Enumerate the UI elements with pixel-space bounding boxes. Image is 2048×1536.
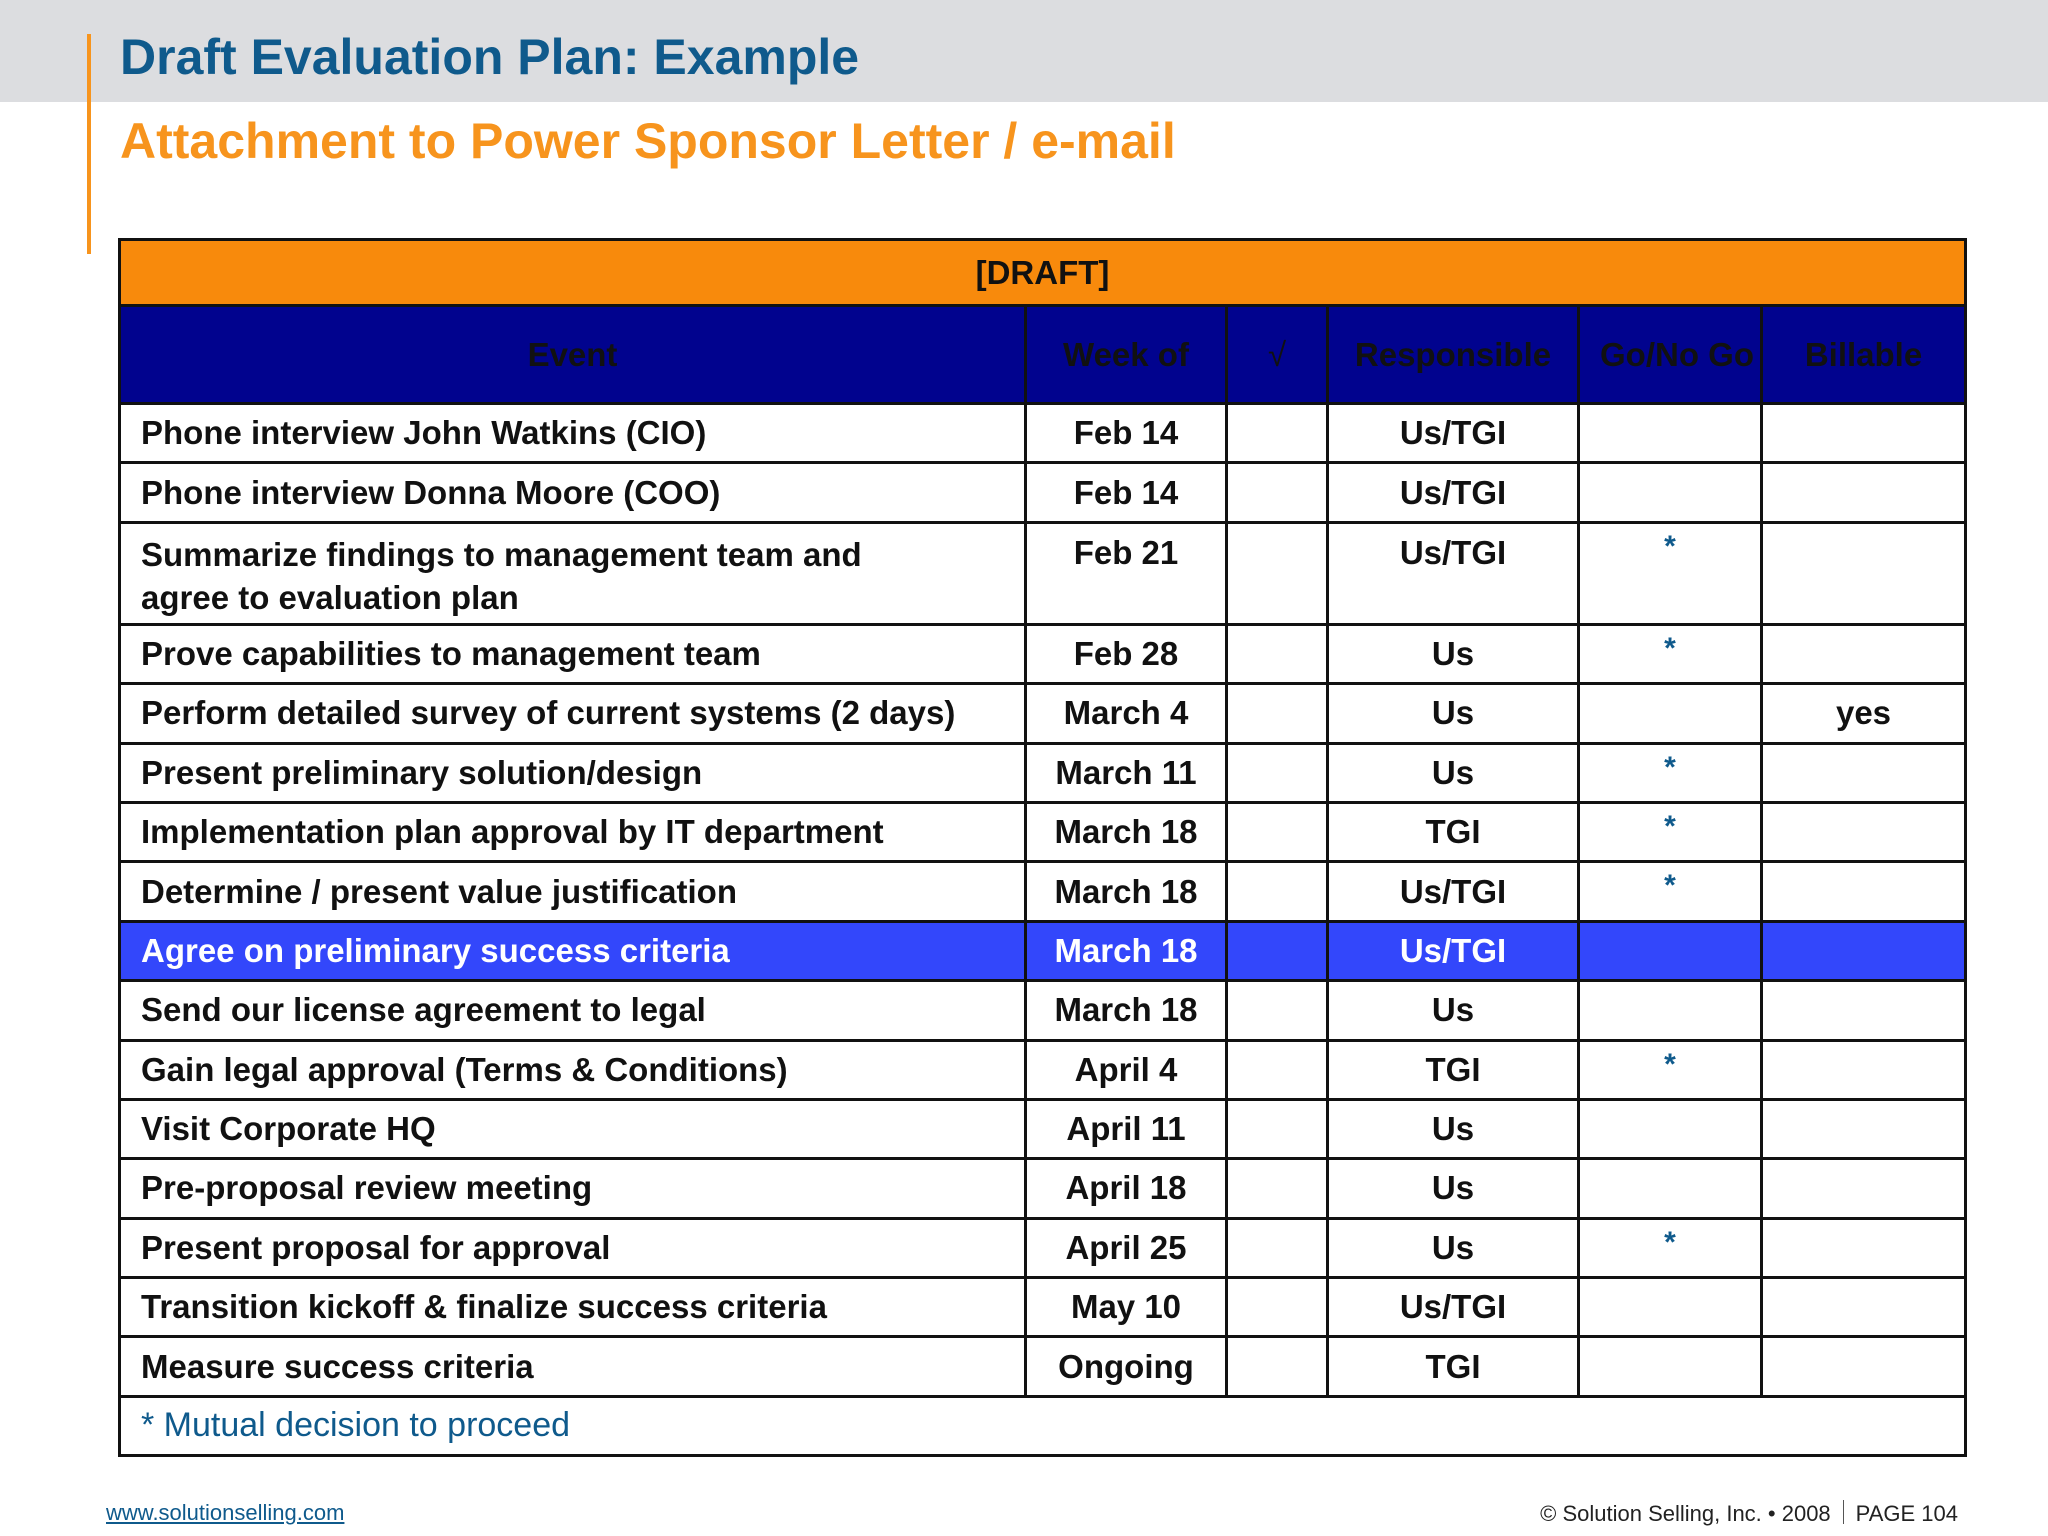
billable-cell: [1762, 921, 1966, 980]
week-cell: Ongoing: [1026, 1337, 1227, 1396]
check-cell: [1227, 1278, 1328, 1337]
event-cell: Perform detailed survey of current systems (2 days): [120, 684, 1026, 743]
billable-cell: [1762, 624, 1966, 683]
week-cell: Feb 28: [1026, 624, 1227, 683]
table-row: [120, 624, 1966, 683]
check-cell: [1227, 684, 1328, 743]
table-row: [120, 802, 1966, 861]
responsible-cell: Us: [1328, 981, 1579, 1040]
col-header-event: Event: [120, 306, 1026, 404]
table-row: [120, 1278, 1966, 1337]
col-header-responsible: Responsible: [1328, 306, 1579, 404]
event-cell: Phone interview John Watkins (CIO): [120, 404, 1026, 463]
responsible-cell: Us: [1328, 624, 1579, 683]
page-number: PAGE 104: [1855, 1501, 1958, 1526]
week-cell: Feb 21: [1026, 522, 1227, 624]
event-cell: Measure success criteria: [120, 1337, 1026, 1396]
table-row-highlighted: [120, 921, 1966, 980]
table-row: [120, 743, 1966, 802]
responsible-cell: TGI: [1328, 1337, 1579, 1396]
week-cell: May 10: [1026, 1278, 1227, 1337]
check-cell: [1227, 1218, 1328, 1277]
gonogo-cell: *: [1579, 1040, 1762, 1099]
event-cell: Pre-proposal review meeting: [120, 1159, 1026, 1218]
responsible-cell: Us/TGI: [1328, 1278, 1579, 1337]
table-row: [120, 1337, 1966, 1396]
week-cell: March 18: [1026, 921, 1227, 980]
table-row: [120, 522, 1966, 624]
billable-cell: [1762, 743, 1966, 802]
check-cell: [1227, 624, 1328, 683]
responsible-cell: Us: [1328, 1218, 1579, 1277]
event-cell: Agree on preliminary success criteria: [120, 921, 1026, 980]
column-header-row: [120, 306, 1966, 404]
footer-divider: [1843, 1500, 1844, 1524]
gonogo-cell: [1579, 684, 1762, 743]
check-cell: [1227, 743, 1328, 802]
check-cell: [1227, 1040, 1328, 1099]
week-cell: April 11: [1026, 1099, 1227, 1158]
billable-cell: [1762, 404, 1966, 463]
gonogo-cell: [1579, 1337, 1762, 1396]
event-cell: Summarize findings to management team and agree to evaluation plan: [120, 522, 1026, 624]
week-cell: April 18: [1026, 1159, 1227, 1218]
draft-banner-row: [120, 240, 1966, 306]
week-cell: March 18: [1026, 802, 1227, 861]
copyright-text: © Solution Selling, Inc. • 2008: [1540, 1501, 1831, 1526]
check-cell: [1227, 463, 1328, 522]
gonogo-cell: [1579, 463, 1762, 522]
check-cell: [1227, 1337, 1328, 1396]
table-row: [120, 862, 1966, 921]
responsible-cell: TGI: [1328, 1040, 1579, 1099]
event-cell: Phone interview Donna Moore (COO): [120, 463, 1026, 522]
gonogo-cell: *: [1579, 862, 1762, 921]
table-row: [120, 1218, 1966, 1277]
col-header-week: Week of: [1026, 306, 1227, 404]
billable-cell: [1762, 522, 1966, 624]
gonogo-cell: *: [1579, 743, 1762, 802]
table-row: [120, 1099, 1966, 1158]
gonogo-cell: *: [1579, 802, 1762, 861]
billable-cell: yes: [1762, 684, 1966, 743]
check-cell: [1227, 1099, 1328, 1158]
gonogo-cell: [1579, 981, 1762, 1040]
responsible-cell: Us: [1328, 743, 1579, 802]
col-header-billable: Billable: [1762, 306, 1966, 404]
gonogo-cell: *: [1579, 1218, 1762, 1277]
check-cell: [1227, 981, 1328, 1040]
event-cell: Present proposal for approval: [120, 1218, 1026, 1277]
draft-banner: [DRAFT]: [120, 240, 1966, 306]
check-cell: [1227, 802, 1328, 861]
event-cell: Send our license agreement to legal: [120, 981, 1026, 1040]
billable-cell: [1762, 1159, 1966, 1218]
week-cell: Feb 14: [1026, 463, 1227, 522]
billable-cell: [1762, 1099, 1966, 1158]
footer-copyright: [1540, 1500, 1958, 1527]
week-cell: March 18: [1026, 981, 1227, 1040]
footnote-row: [120, 1396, 1966, 1455]
billable-cell: [1762, 1278, 1966, 1337]
week-cell: March 18: [1026, 862, 1227, 921]
billable-cell: [1762, 463, 1966, 522]
billable-cell: [1762, 802, 1966, 861]
week-cell: March 11: [1026, 743, 1227, 802]
event-cell: Implementation plan approval by IT department: [120, 802, 1026, 861]
event-cell: Transition kickoff & finalize success criteria: [120, 1278, 1026, 1337]
event-cell: Gain legal approval (Terms & Conditions): [120, 1040, 1026, 1099]
week-cell: April 25: [1026, 1218, 1227, 1277]
responsible-cell: Us/TGI: [1328, 463, 1579, 522]
check-cell: [1227, 404, 1328, 463]
table-row: [120, 1159, 1966, 1218]
table-row: [120, 404, 1966, 463]
responsible-cell: Us: [1328, 1159, 1579, 1218]
billable-cell: [1762, 862, 1966, 921]
week-cell: Feb 14: [1026, 404, 1227, 463]
gonogo-cell: [1579, 1278, 1762, 1337]
billable-cell: [1762, 1337, 1966, 1396]
week-cell: March 4: [1026, 684, 1227, 743]
page-subtitle: Attachment to Power Sponsor Letter / e-mail: [120, 113, 1176, 169]
responsible-cell: Us/TGI: [1328, 404, 1579, 463]
gonogo-cell: [1579, 404, 1762, 463]
gonogo-cell: [1579, 921, 1762, 980]
event-cell: Present preliminary solution/design: [120, 743, 1026, 802]
responsible-cell: Us/TGI: [1328, 522, 1579, 624]
evaluation-plan-table: [118, 238, 1967, 1457]
gonogo-cell: [1579, 1159, 1762, 1218]
billable-cell: [1762, 1218, 1966, 1277]
event-cell: Determine / present value justification: [120, 862, 1026, 921]
event-cell: Visit Corporate HQ: [120, 1099, 1026, 1158]
responsible-cell: Us: [1328, 1099, 1579, 1158]
responsible-cell: Us/TGI: [1328, 862, 1579, 921]
col-header-check: √: [1227, 306, 1328, 404]
event-cell: Prove capabilities to management team: [120, 624, 1026, 683]
gonogo-cell: *: [1579, 522, 1762, 624]
billable-cell: [1762, 981, 1966, 1040]
table-row: [120, 981, 1966, 1040]
table-row: [120, 684, 1966, 743]
responsible-cell: TGI: [1328, 802, 1579, 861]
gonogo-cell: [1579, 1099, 1762, 1158]
gonogo-cell: *: [1579, 624, 1762, 683]
check-cell: [1227, 862, 1328, 921]
responsible-cell: Us/TGI: [1328, 921, 1579, 980]
table-row: [120, 463, 1966, 522]
page-title: Draft Evaluation Plan: Example: [120, 29, 860, 85]
footnote: * Mutual decision to proceed: [120, 1396, 1966, 1455]
week-cell: April 4: [1026, 1040, 1227, 1099]
check-cell: [1227, 1159, 1328, 1218]
check-cell: [1227, 921, 1328, 980]
check-cell: [1227, 522, 1328, 624]
website-link[interactable]: www.solutionselling.com: [106, 1500, 345, 1525]
table-row: [120, 1040, 1966, 1099]
responsible-cell: Us: [1328, 684, 1579, 743]
accent-bar: [87, 34, 91, 254]
col-header-gonogo: Go/No Go: [1579, 306, 1762, 404]
billable-cell: [1762, 1040, 1966, 1099]
